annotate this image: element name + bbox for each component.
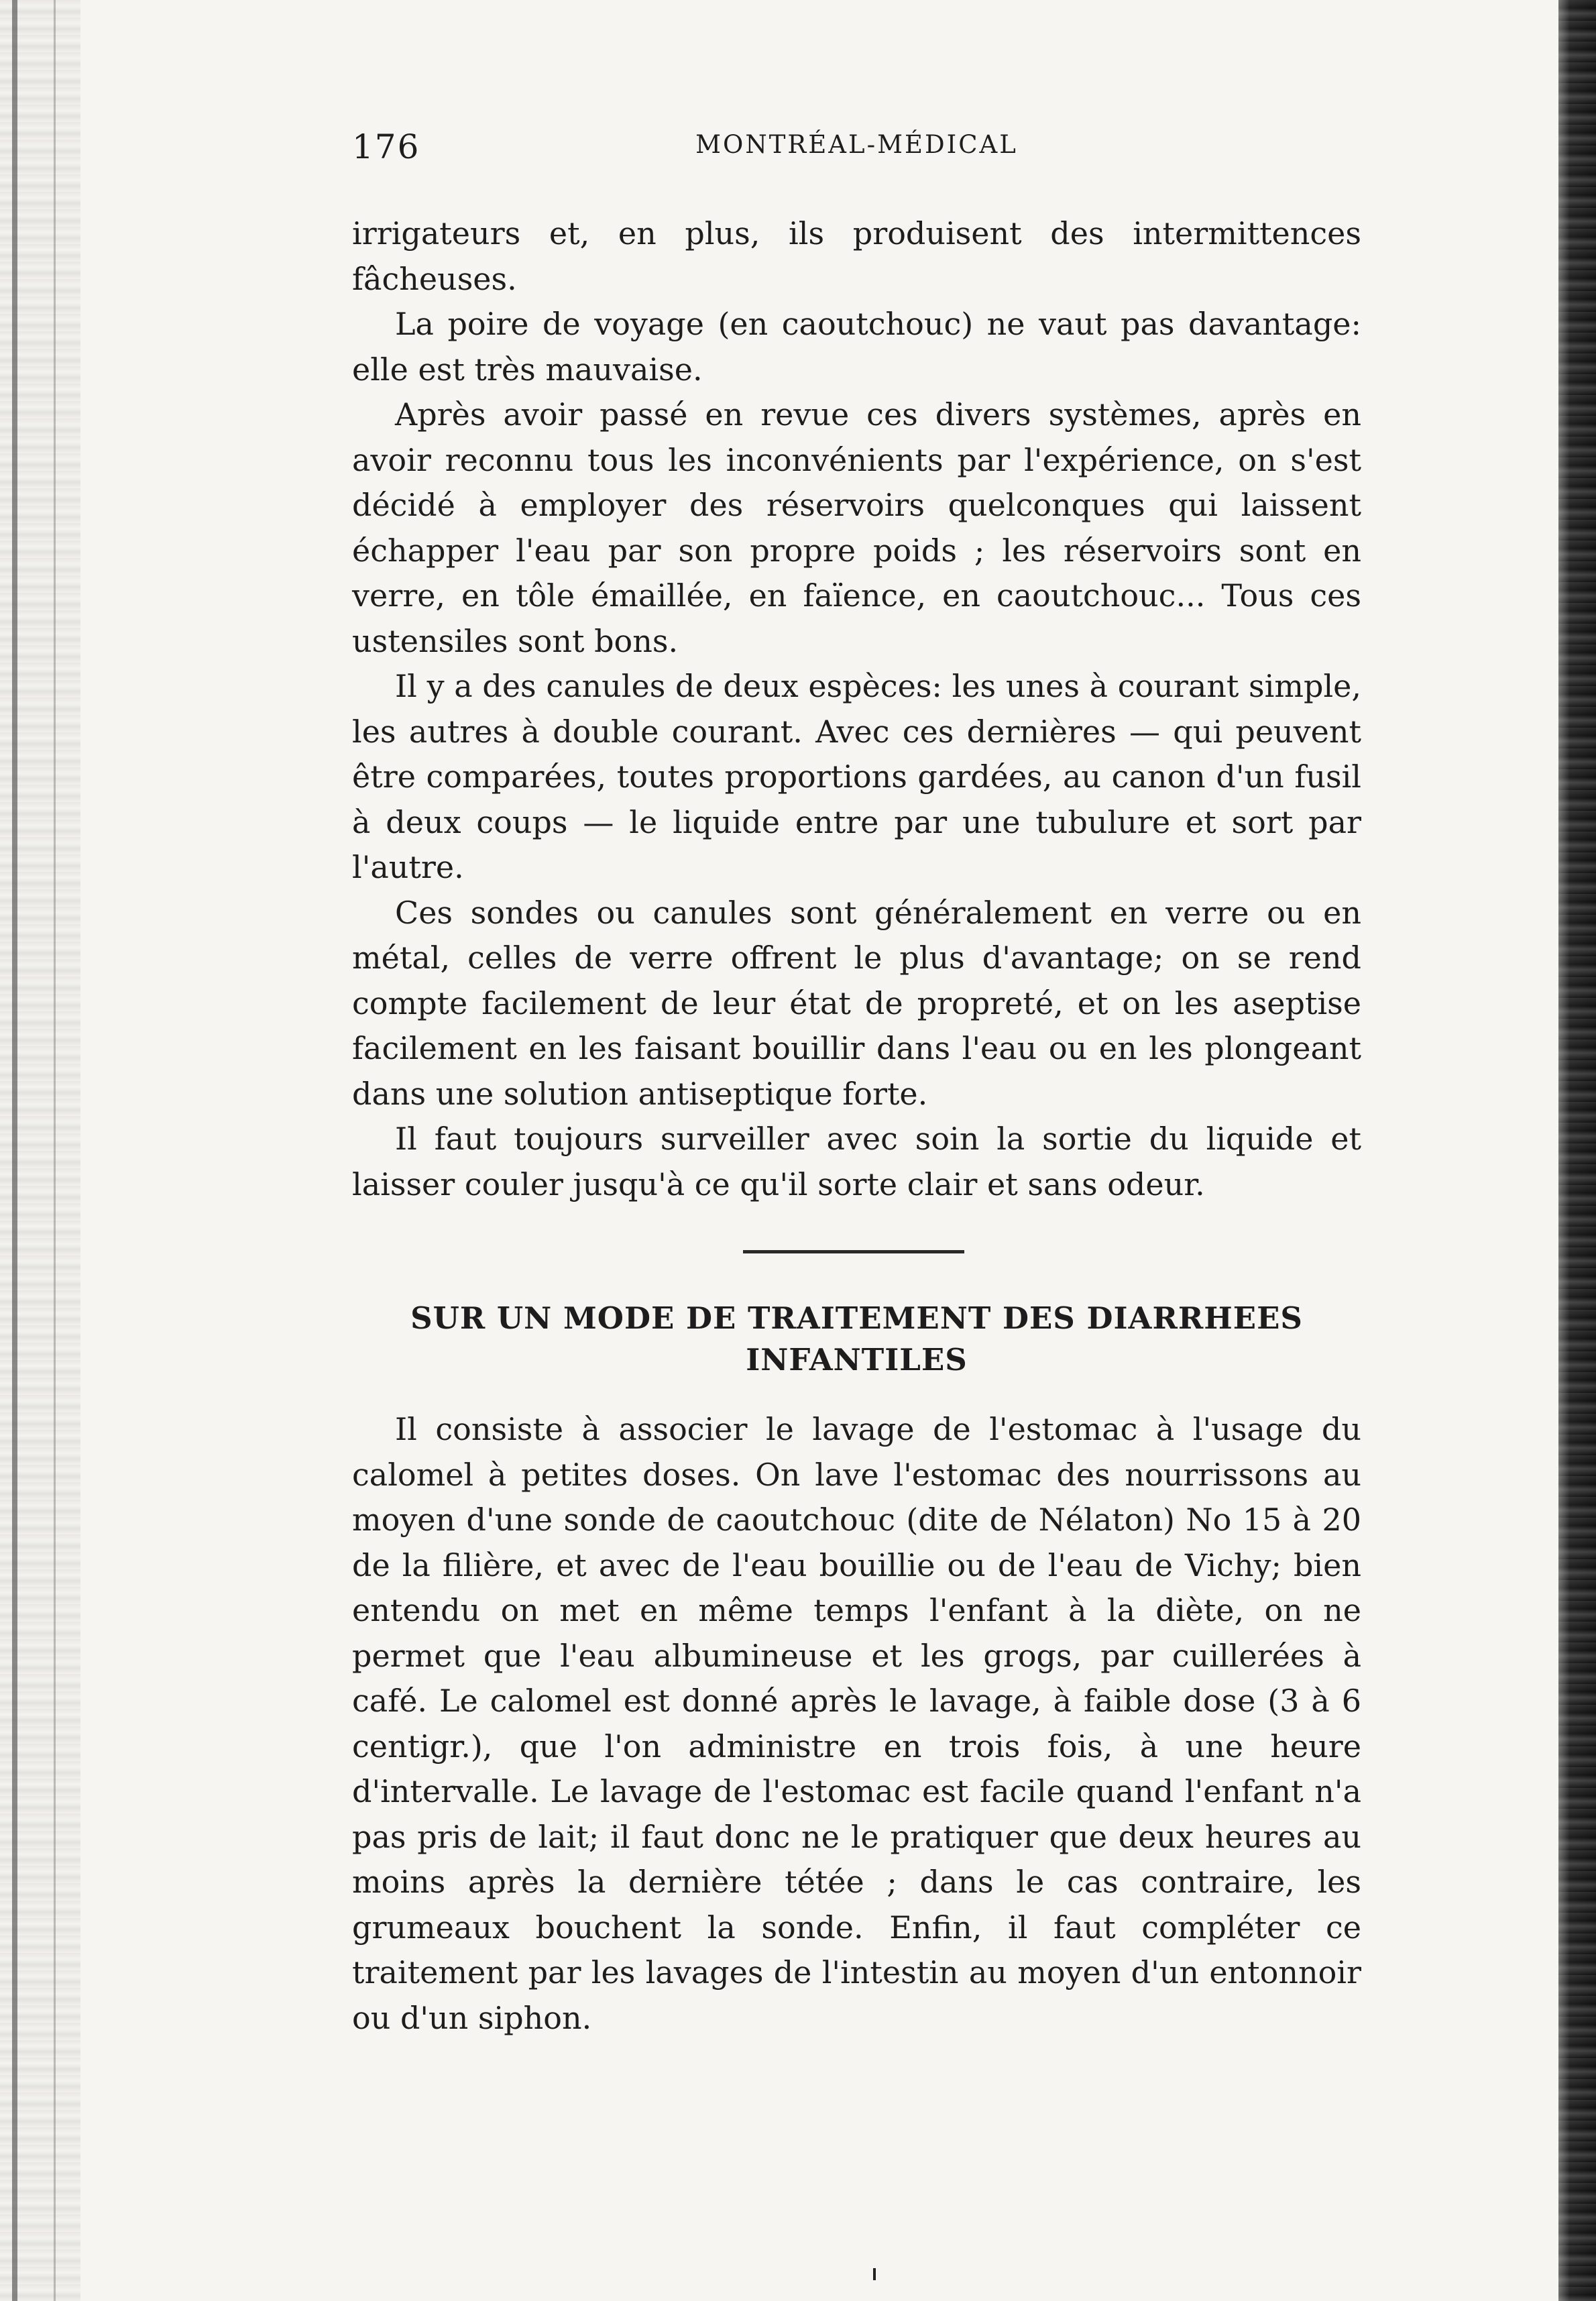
article-title-line: INFANTILES	[746, 1342, 968, 1378]
paragraph: Il consiste à associer le lavage de l'estomac à l'usage du calomel à petites doses. On lave l'estomac des nourrissons au moyen d'une sonde de caoutchouc (dite de Nélaton) No 15 à 20 de la filière, et avec de l'eau bouillie ou de l'eau de Vichy; bien entendu on met en même temps l'enfant à la diète, on ne permet que l'eau albumineuse et les grogs, par cuillerées à café. Le calomel est donné après le lavage, à faible dose (3 à 6 centigr.), que l'on administre en trois fois, à une heure d'intervalle. Le lavage de l'estomac est facile quand l'enfant n'a pas pris de lait; il faut donc ne le pratiquer que deux heures au moins après la dernière tétée ; dans le cas contraire, les grumeaux bouchent la sonde. Enfin, il faut compléter ce traitement par les lavages de l'intestin au moyen d'un entonnoir ou d'un siphon.	[352, 1411, 1361, 2036]
paragraph: irrigateurs et, en plus, ils produisent des intermittences fâcheuses.	[352, 215, 1361, 297]
page-number: 176	[352, 127, 420, 166]
scan-left-edge-line	[12, 0, 17, 2301]
scan-right-edge-texture	[1558, 0, 1596, 2301]
bottom-scan-mark	[873, 2268, 876, 2280]
paragraph: Ces sondes ou canules sont généralement en verre ou en métal, celles de verre offrent le plus d'avantage; on se rend compte facilement de leur état de propreté, et on les aseptise facilement en les faisant bouillir dans l'eau ou en les plongeant dans une solution antiseptique forte.	[352, 894, 1361, 1112]
article-body	[352, 1407, 1361, 2041]
section-divider	[743, 1250, 964, 1253]
article-title	[352, 1298, 1361, 1381]
paragraph: La poire de voyage (en caoutchouc) ne vaut pas davantage: elle est très mauvaise.	[352, 306, 1361, 388]
continuation-text	[352, 211, 1361, 1207]
paragraph: Après avoir passé en revue ces divers systèmes, après en avoir reconnu tous les inconvénients par l'expérience, on s'est décidé à employer des réservoirs quelconques qui laissent échapper l'eau par son propre poids ; les réservoirs sont en verre, en tôle émaillée, en faïence, en caoutchouc... Tous ces ustensiles sont bons.	[352, 396, 1361, 659]
running-head	[352, 127, 1361, 168]
scan-left-edge-line-secondary	[54, 0, 56, 2301]
paragraph: Il faut toujours surveiller avec soin la sortie du liquide et laisser couler jusqu'à ce qu'il sorte clair et sans odeur.	[352, 1121, 1361, 1202]
paragraph: Il y a des canules de deux espèces: les unes à courant simple, les autres à double courant. Avec ces dernières — qui peuvent être comparées, toutes proportions gardées, au canon d'un fusil à deux coups — le liquide entre par une tubulure et sort par l'autre.	[352, 668, 1361, 885]
article-title-line: SUR UN MODE DE TRAITEMENT DES DIARRHEES	[410, 1300, 1303, 1336]
running-title: MONTRÉAL-MÉDICAL	[695, 130, 1018, 159]
